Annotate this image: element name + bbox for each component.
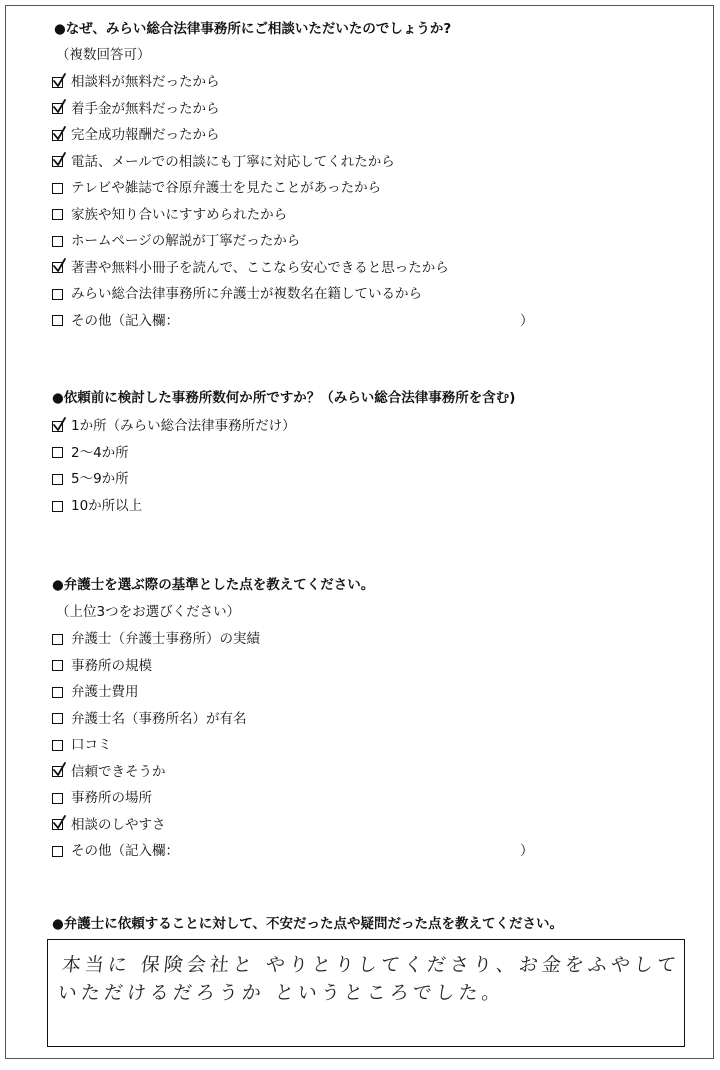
check-mark-icon <box>51 126 67 142</box>
checkbox-unchecked[interactable] <box>52 634 63 645</box>
check-mark-icon <box>51 152 67 168</box>
checkbox-unchecked[interactable] <box>52 209 63 220</box>
q1-option[interactable] <box>52 153 395 171</box>
q1-option[interactable] <box>52 259 449 277</box>
checkbox-checked[interactable] <box>52 766 63 777</box>
option-label: 弁護士（弁護士事務所）の実績 <box>71 631 260 647</box>
checkbox-unchecked[interactable] <box>52 236 63 247</box>
q3-option[interactable] <box>52 842 534 860</box>
option-label: 2～4か所 <box>71 444 129 461</box>
q3-option[interactable] <box>52 630 260 648</box>
option-label: 弁護士費用 <box>71 684 139 700</box>
check-mark-icon <box>51 762 67 778</box>
other-field-close-paren: ） <box>520 312 534 329</box>
option-label: みらい総合法律事務所に弁護士が複数名在籍しているから <box>71 286 422 302</box>
checkbox-unchecked[interactable] <box>52 183 63 194</box>
q2-option[interactable] <box>52 470 129 488</box>
q1-option[interactable] <box>52 285 422 303</box>
checkbox-unchecked[interactable] <box>52 315 63 326</box>
option-label: 1か所（みらい総合法律事務所だけ） <box>71 418 296 434</box>
q3-option[interactable] <box>52 736 112 754</box>
checkbox-unchecked[interactable] <box>52 474 63 485</box>
checkbox-checked[interactable] <box>52 77 63 88</box>
question-1-note: （複数回答可） <box>56 47 151 63</box>
checkbox-unchecked[interactable] <box>52 660 63 671</box>
free-answer-box[interactable] <box>47 939 685 1047</box>
option-label: 事務所の場所 <box>71 790 152 806</box>
checkbox-checked[interactable] <box>52 130 63 141</box>
question-3-note: （上位3つをお選びください） <box>56 604 241 620</box>
checkbox-checked[interactable] <box>52 262 63 273</box>
q1-option[interactable] <box>52 126 220 144</box>
checkbox-unchecked[interactable] <box>52 713 63 724</box>
q3-option[interactable] <box>52 789 152 807</box>
survey-page <box>5 5 714 1059</box>
checkbox-checked[interactable] <box>52 103 63 114</box>
check-mark-icon <box>51 99 67 115</box>
checkbox-unchecked[interactable] <box>52 289 63 300</box>
checkbox-unchecked[interactable] <box>52 447 63 458</box>
option-label: 10か所以上 <box>71 498 143 515</box>
q2-option[interactable] <box>52 497 142 515</box>
q1-option[interactable] <box>52 179 381 197</box>
handwritten-answer-line-2: いただけるだろうか というところでした。 <box>56 982 506 1004</box>
checkbox-checked[interactable] <box>52 819 63 830</box>
q3-option[interactable] <box>52 763 166 781</box>
check-mark-icon <box>51 73 67 89</box>
handwritten-answer-line-1: 本当に 保険会社と やりとりしてくださり、お金をふやして <box>60 954 682 976</box>
question-2-title: ●依頼前に検討した事務所数何か所ですか？（みらい総合法律事務所を含む) <box>52 390 516 406</box>
q1-option[interactable] <box>52 73 220 91</box>
q3-option[interactable] <box>52 816 166 834</box>
q3-option[interactable] <box>52 657 152 675</box>
checkbox-unchecked[interactable] <box>52 846 63 857</box>
option-label: 事務所の規模 <box>71 657 152 674</box>
q3-option[interactable] <box>52 710 247 728</box>
checkbox-checked[interactable] <box>52 421 63 432</box>
option-label: その他（記入欄： <box>71 843 179 859</box>
q1-option[interactable] <box>52 206 287 224</box>
option-label: 弁護士名（事務所名）が有名 <box>71 710 247 727</box>
q2-option[interactable] <box>52 417 296 435</box>
q1-option[interactable] <box>52 232 300 250</box>
checkbox-unchecked[interactable] <box>52 793 63 804</box>
option-label: 電話、メールでの相談にも丁寧に対応してくれたから <box>71 153 395 170</box>
option-label: テレビや雑誌で谷原弁護士を見たことがあったから <box>71 180 382 196</box>
option-label: 口コミ <box>71 737 112 753</box>
q3-option[interactable] <box>52 683 139 701</box>
option-label: 完全成功報酬だったから <box>71 127 220 143</box>
q1-option[interactable] <box>52 312 534 330</box>
option-label: その他（記入欄： <box>71 312 179 329</box>
question-1-title: ●なぜ、みらい総合法律事務所にご相談いただいたのでしょうか? <box>54 21 452 37</box>
other-field-close-paren: ） <box>520 843 534 859</box>
option-label: ホームページの解説が丁寧だったから <box>71 233 301 249</box>
option-label: 信頼できそうか <box>71 763 166 780</box>
check-mark-icon <box>51 417 67 433</box>
option-label: 家族や知り合いにすすめられたから <box>71 206 288 223</box>
question-3-title: ●弁護士を選ぶ際の基準とした点を教えてください。 <box>52 577 375 593</box>
q1-option[interactable] <box>52 100 220 118</box>
option-label: 相談のしやすさ <box>71 816 166 833</box>
checkbox-unchecked[interactable] <box>52 687 63 698</box>
check-mark-icon <box>51 815 67 831</box>
checkbox-unchecked[interactable] <box>52 501 63 512</box>
option-label: 着手金が無料だったから <box>71 100 220 117</box>
option-label: 5～9か所 <box>71 471 129 488</box>
question-4-title: ●弁護士に依頼することに対して、不安だった点や疑問だった点を教えてください。 <box>52 916 564 932</box>
option-label: 著書や無料小冊子を読んで、ここなら安心できると思ったから <box>71 259 449 276</box>
check-mark-icon <box>51 258 67 274</box>
option-label: 相談料が無料だったから <box>71 74 220 90</box>
checkbox-checked[interactable] <box>52 156 63 167</box>
checkbox-unchecked[interactable] <box>52 740 63 751</box>
q2-option[interactable] <box>52 444 129 462</box>
